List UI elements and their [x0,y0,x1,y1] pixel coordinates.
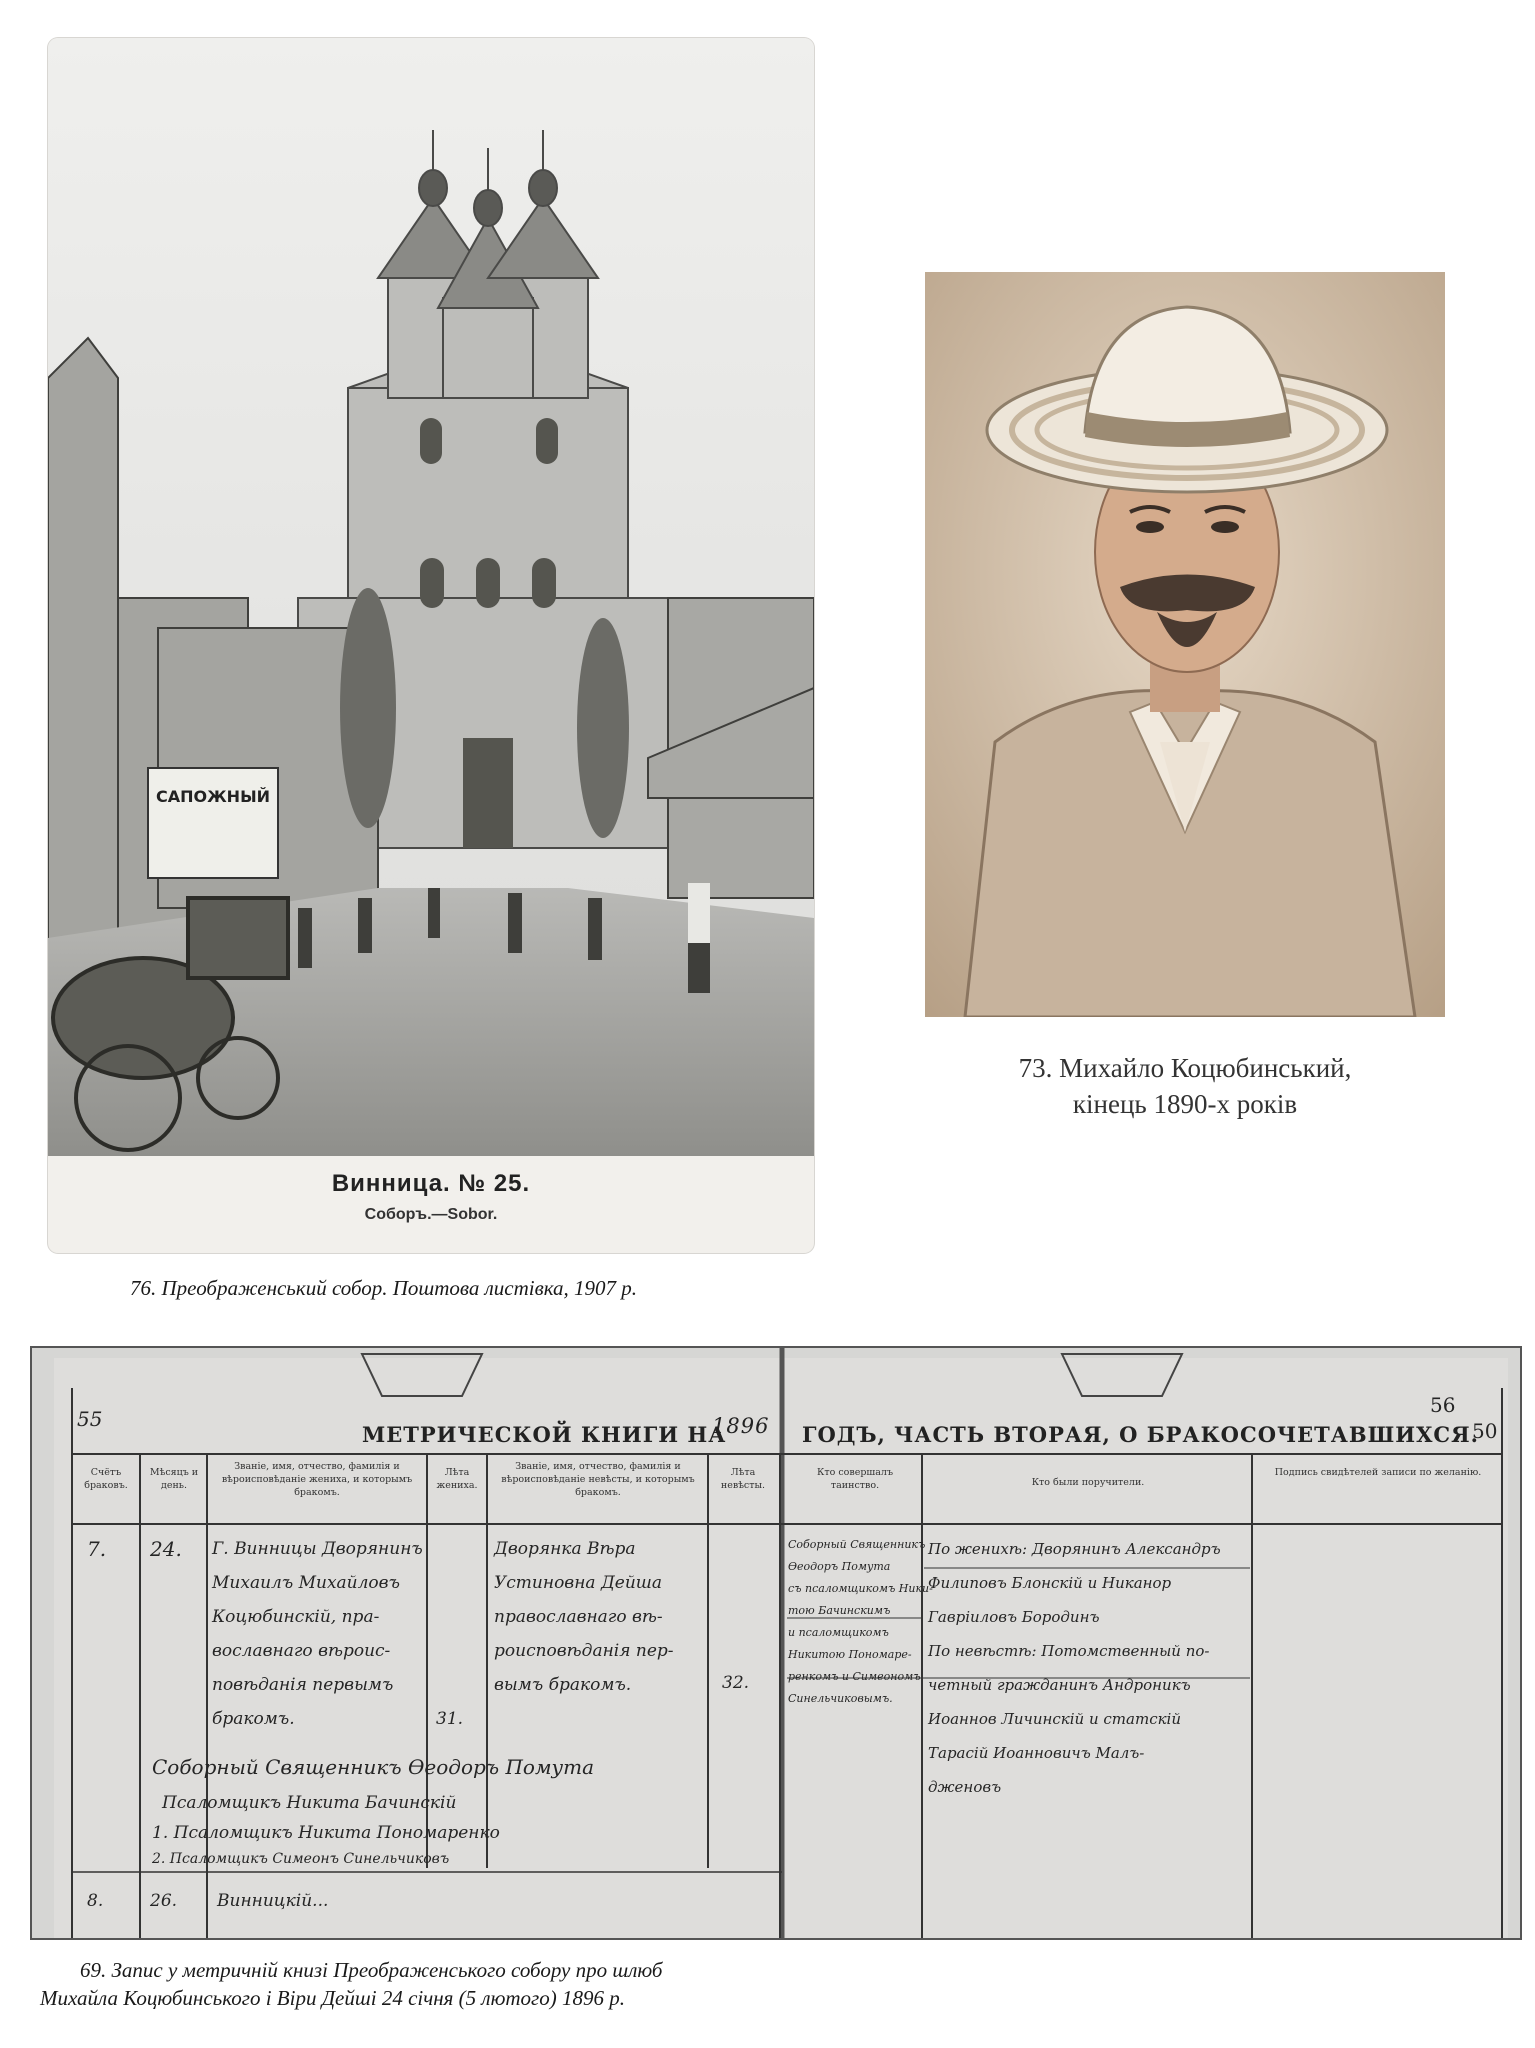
next-entry-number: 8. [87,1891,104,1911]
note-line: 1. Псаломщикъ Никита Пономаренко [152,1823,500,1843]
note-line: 2. Псаломщикъ Симеонъ Синельчиковъ [152,1851,450,1867]
entry-number: 7. [87,1537,107,1561]
entry-groom [212,1532,423,1736]
bride-line: православнаго вѣ- [494,1607,663,1627]
sponsor-line: Гавріиловъ Бородинъ [928,1608,1100,1626]
col-bride: Званіе, имя, отчество, фамилія и вѣроисповѣданіе невѣсты, и которымъ бракомъ. [501,1461,695,1498]
col-witness-signature: Подпись свидѣтелей записи по желанію. [1274,1467,1482,1478]
register-header-left: МЕТРИЧЕСКОЙ КНИГИ НА [362,1422,727,1447]
page-number-left: 55 [77,1407,103,1431]
col-bride-age: Лѣта невѣсты. [720,1467,766,1491]
groom-line: Г. Винницы Дворянинъ [212,1539,423,1559]
portrait-caption-line1: 73. Михайло Коцюбинський, [1018,1053,1352,1083]
col-groom: Званіе, имя, отчество, фамилія и вѣроисповѣданіе жениха, и которымъ бракомъ. [221,1461,413,1498]
sponsor-line: По невѣстѣ: Потомственный по- [928,1642,1210,1660]
register-caption-line2: Михайла Коцюбинського і Віри Дейші 24 січня (5 лютого) 1896 р. [40,1986,625,2010]
bride-line: Дворянка Вѣра [494,1539,636,1559]
bride-line: вымъ бракомъ. [494,1675,632,1695]
sponsor-line: По женихѣ: Дворянинъ Александръ [928,1540,1221,1558]
register-header-year: 1896 [712,1414,770,1438]
officiant-line: Өеодоръ Помута [788,1560,891,1573]
postcard-caption [48,1156,814,1253]
groom-line: бракомъ. [212,1709,295,1729]
groom-line: вославнаго вѣроис- [212,1641,391,1661]
col-sponsors: Кто были поручители. [1031,1477,1145,1488]
sponsor-line: Филиповъ Блонскій и Никанор [928,1574,1172,1592]
page-number-right-alt: 50 [1472,1419,1498,1443]
col-officiant: Кто совершалъ таинство. [816,1467,893,1491]
portrait-caption-line2: кінець 1890-х років [1072,1089,1298,1119]
col-count: Счётъ браковъ. [84,1467,128,1491]
sponsor-line: четный гражданинъ Андроникъ [928,1676,1191,1694]
postcard-subtitle: Соборъ.—Sobor. [364,1206,498,1223]
postcard-image [48,38,814,1253]
groom-line: повѣданія первымъ [212,1675,394,1695]
officiant-line: и псаломщикомъ [788,1626,889,1639]
col-date: Мѣсяцъ и день. [149,1467,199,1491]
postcard-figure-caption: 76. Преображенський собор. Поштова листівка, 1907 р. [130,1276,638,1300]
portrait-figure [925,272,1445,1017]
sponsor-line: Иоаннов Личинскій и статскій [928,1710,1182,1728]
bride-line: роисповѣданія пер- [494,1641,674,1661]
register-header-right: ГОДЪ, ЧАСТЬ ВТОРАЯ, О БРАКОСОЧЕТАВШИХСЯ. [802,1422,1479,1447]
groom-age: 31. [436,1709,464,1729]
portrait-caption [925,1050,1445,1122]
next-entry-day: 26. [150,1891,178,1911]
entry-day: 24. [150,1537,182,1561]
next-entry-groom: Винницкій... [217,1891,329,1911]
sponsor-line: Тарасій Иоанновичъ Малъ- [928,1744,1145,1762]
bride-age: 32. [722,1673,750,1693]
col-groom-age: Лѣта жениха. [436,1467,478,1491]
groom-line: Михаилъ Михайловъ [212,1573,400,1593]
entry-sponsors [928,1532,1221,1804]
officiant-line: Соборный Священникъ [788,1538,926,1551]
sponsor-line: дженовъ [928,1778,1002,1796]
register-caption-line1: 69. Запис у метричній книзі Преображенського собору про шлюб [80,1958,663,1982]
shop-sign-text: САПОЖНЫЙ [155,787,271,806]
portrait-photo [925,272,1445,1017]
officiant-line: Синельчиковымъ. [788,1692,893,1705]
bride-line: Устиновна Дейша [494,1573,663,1593]
entry-bride [494,1532,674,1702]
officiant-line: тою Бачинскимъ [788,1604,891,1617]
postcard-city-title: Винница. № 25. [331,1170,531,1197]
groom-line: Коцюбинскій, пра- [212,1607,380,1627]
officiant-line: съ псаломщикомъ Ники- [788,1582,933,1595]
note-line: Псаломщикъ Никита Бачинскій [162,1793,457,1813]
cathedral-street-scene [48,38,814,1156]
metric-book-scan [30,1346,1522,1940]
page-number-right: 56 [1430,1393,1456,1417]
officiant-line: Никитою Пономаре- [788,1648,912,1661]
officiant-line: ренкомъ и Симеономъ [788,1670,921,1683]
note-line: Соборный Священникъ Өеодоръ Помута [152,1755,595,1779]
entry-officiant [788,1534,933,1710]
